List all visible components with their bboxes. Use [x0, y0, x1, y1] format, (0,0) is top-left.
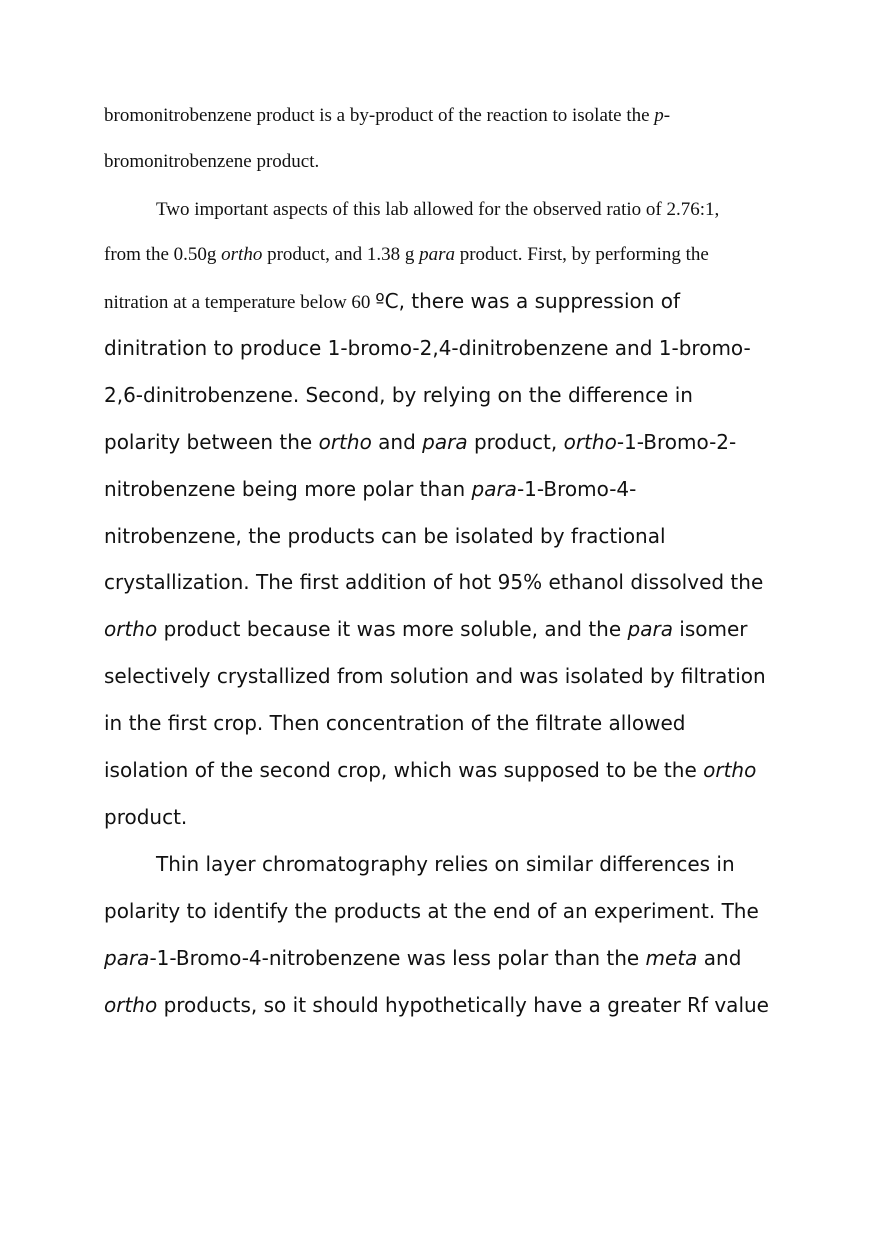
text-segment-italic: para — [471, 477, 517, 501]
text-segment: and — [697, 946, 742, 970]
text-segment: isolation of the second crop, which was supposed to be the — [104, 758, 704, 782]
text-line-5 — [104, 291, 680, 312]
text-segment: polarity between the — [104, 430, 319, 454]
text-segment-italic: ortho — [703, 758, 757, 782]
text-line-17 — [156, 854, 735, 874]
text-line-13 — [104, 666, 766, 686]
text-line-3 — [156, 200, 719, 219]
text-segment: Thin layer chromatography relies on similar differences in — [156, 852, 735, 876]
text-line-18 — [104, 901, 759, 921]
text-segment: Two important aspects of this lab allowed for the observed ratio of 2.76:1, — [156, 199, 720, 220]
text-line-11 — [104, 572, 763, 592]
text-segment-italic: para — [419, 244, 455, 265]
text-line-4 — [104, 245, 709, 264]
text-segment-italic: ortho — [104, 617, 158, 641]
text-line-9 — [104, 479, 636, 499]
text-segment: selectively crystallized from solution and was isolated by filtration — [104, 664, 766, 688]
text-segment: -1-Bromo-4- — [516, 477, 637, 501]
text-segment-italic: ortho — [221, 244, 263, 265]
text-segment-italic: ortho — [104, 993, 158, 1017]
text-segment: bromonitrobenzene product is a by-product of the reaction to isolate the — [104, 105, 655, 126]
text-segment-italic: meta — [645, 946, 698, 970]
text-segment-italic: p — [654, 105, 664, 126]
text-line-10 — [104, 526, 666, 546]
text-segment-italic: para — [422, 430, 468, 454]
text-segment: in the first crop. Then concentration of the filtrate allowed — [104, 711, 686, 735]
text-line-14 — [104, 713, 686, 733]
text-segment: products, so it should hypothetically have a greater Rf value — [157, 993, 769, 1017]
text-segment: -1-Bromo-4-nitrobenzene was less polar than the — [149, 946, 646, 970]
text-segment: crystallization. The first addition of hot 95% ethanol dissolved the — [104, 570, 764, 594]
text-segment: product, and 1.38 g — [262, 244, 420, 265]
text-line-1 — [104, 106, 670, 125]
text-segment: isomer — [672, 617, 748, 641]
text-segment: product, — [467, 430, 564, 454]
text-segment: nitration at a temperature below 60 — [104, 292, 376, 313]
text-segment: bromonitrobenzene product. — [104, 151, 320, 172]
text-segment: polarity to identify the products at the end of an experiment. The — [104, 899, 759, 923]
text-segment-italic: ortho — [318, 430, 372, 454]
text-segment-italic: para — [104, 946, 150, 970]
text-segment: -1-Bromo-2- — [616, 430, 737, 454]
text-line-8 — [104, 432, 736, 452]
text-segment: nitrobenzene, the products can be isolated by fractional — [104, 524, 666, 548]
text-segment: and — [371, 430, 423, 454]
text-segment: product because it was more soluble, and the — [157, 617, 628, 641]
text-segment-italic: ortho — [563, 430, 617, 454]
text-segment: product. — [104, 805, 188, 829]
text-segment: product. First, by performing the — [454, 244, 709, 265]
text-segment: 2,6-dinitrobenzene. Second, by relying on the difference in — [104, 383, 693, 407]
text-line-15 — [104, 760, 756, 780]
text-line-16 — [104, 807, 187, 827]
text-line-7 — [104, 385, 693, 405]
text-segment: dinitration to produce 1-bromo-2,4-dinitrobenzene and 1-bromo- — [104, 336, 751, 360]
text-line-20 — [104, 995, 769, 1015]
text-line-6 — [104, 338, 751, 358]
text-segment-italic: para — [627, 617, 673, 641]
text-line-19 — [104, 948, 741, 968]
text-line-12 — [104, 619, 748, 639]
text-segment: nitrobenzene being more polar than — [104, 477, 472, 501]
text-segment: - — [663, 105, 671, 126]
text-segment: ºC, there was a suppression of — [375, 289, 681, 313]
text-line-2 — [104, 152, 319, 171]
text-segment: from the 0.50g — [104, 244, 222, 265]
